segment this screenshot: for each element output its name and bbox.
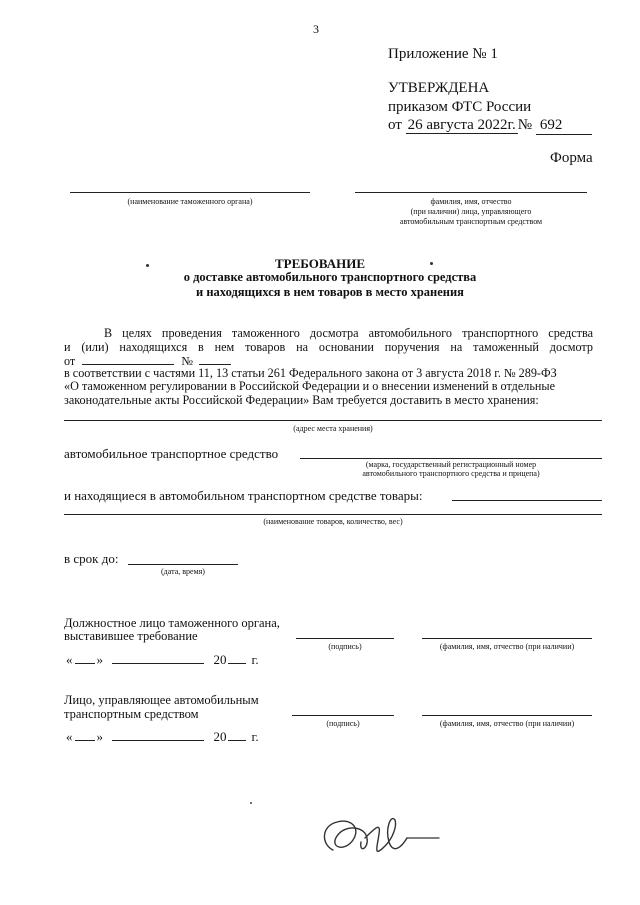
official-date-close-quote: » — [96, 652, 103, 667]
deadline-caption: (дата, время) — [161, 567, 205, 576]
driver-name-line — [355, 192, 587, 193]
vehicle-caption-1: (марка, государственный регистрационный номер — [365, 460, 537, 469]
official-title-1: Должностное лицо таможенного органа, — [64, 616, 280, 630]
official-signature-caption: (подпись) — [328, 642, 362, 651]
goods-line-2 — [64, 514, 602, 515]
official-year-blank — [228, 663, 246, 664]
date-prefix: от — [388, 117, 402, 133]
customs-authority-line — [70, 192, 310, 193]
page-number: 3 — [313, 22, 319, 36]
goods-caption: (наименование товаров, количество, вес) — [263, 517, 403, 526]
driver-caption-3: автомобильным транспортным средством — [399, 217, 543, 226]
storage-address-line — [64, 420, 602, 421]
handwritten-signature — [315, 808, 445, 868]
scan-speck-3 — [250, 802, 252, 804]
driver-year-prefix: 20 — [213, 729, 227, 744]
official-month-blank — [112, 663, 204, 664]
driver-name-signature-line — [422, 715, 592, 716]
inspection-number-blank — [199, 364, 231, 365]
official-year-suffix: г. — [251, 652, 259, 667]
driver-caption-2: (при наличии) лица, управляющего — [410, 207, 532, 216]
body-line-2: и (или) находящихся в нем товаров на основании поручения на таможенный досмотр — [64, 340, 593, 354]
official-day-blank — [75, 663, 95, 664]
body-line-4: в соответствии с частями 11, 13 статьи 261 Федерального закона от 3 августа 2018 г. № 289-ФЗ — [64, 366, 557, 380]
goods-line-1 — [452, 500, 602, 501]
number-prefix: № — [517, 117, 533, 133]
vehicle-caption-2: автомобильного транспортного средства и прицепа) — [362, 469, 540, 478]
document-title: ТРЕБОВАНИЕ — [274, 256, 366, 271]
inspection-number-label: № — [181, 354, 193, 368]
signature-stroke-1 — [324, 821, 367, 850]
body-line-6: законодательные акты Российской Федерации» Вам требуется доставить в место хранения: — [64, 393, 539, 407]
form-label: Форма — [550, 150, 593, 166]
official-name-caption: (фамилия, имя, отчество (при наличии) — [439, 642, 575, 651]
driver-name-caption: (фамилия, имя, отчество (при наличии) — [439, 719, 575, 728]
body-line-1: В целях проведения таможенного досмотра автомобильного транспортного средства — [104, 326, 593, 340]
signature-stroke-2 — [365, 819, 407, 852]
document-subtitle-1: о доставке автомобильного транспортного средства — [183, 270, 477, 284]
official-year-prefix: 20 — [213, 652, 227, 667]
driver-date-row — [66, 730, 259, 744]
order-date-value: 26 августа 2022г. — [407, 117, 516, 133]
driver-date-close-quote: » — [96, 729, 103, 744]
order-date-line — [388, 117, 592, 135]
driver-title-2: транспортным средством — [64, 707, 199, 721]
inspection-date-blank — [82, 364, 174, 365]
driver-date-open-quote: « — [66, 729, 73, 744]
vehicle-line — [300, 458, 602, 459]
driver-day-blank — [75, 740, 95, 741]
approved-label: УТВЕРЖДЕНА — [388, 80, 490, 96]
goods-label: и находящиеся в автомобильном транспортном средстве товары: — [64, 488, 423, 503]
storage-address-caption: (адрес места хранения) — [293, 424, 373, 433]
inspection-from-label: от — [64, 354, 76, 368]
official-name-line — [422, 638, 592, 639]
appendix-label: Приложение № 1 — [388, 46, 498, 62]
customs-authority-caption: (наименование таможенного органа) — [127, 197, 253, 206]
official-title-2: выставившее требование — [64, 629, 198, 643]
vehicle-label: автомобильное транспортное средство — [64, 446, 279, 461]
deadline-line — [128, 564, 238, 565]
order-number-value: 692 — [536, 117, 592, 135]
official-date-open-quote: « — [66, 652, 73, 667]
official-signature-line — [296, 638, 394, 639]
driver-signature-caption: (подпись) — [326, 719, 360, 728]
document-subtitle-2: и находящихся в нем товаров в место хранения — [196, 285, 464, 299]
order-label: приказом ФТС России — [388, 99, 532, 115]
driver-caption-1: фамилия, имя, отчество — [430, 197, 512, 206]
body-line-5: «О таможенном регулировании в Российской Федерации и о внесении изменений в отдельные — [64, 379, 556, 393]
official-date-row — [66, 653, 259, 667]
driver-title-1: Лицо, управляющее автомобильным — [64, 693, 259, 707]
driver-year-blank — [228, 740, 246, 741]
deadline-label: в срок до: — [64, 551, 119, 566]
driver-signature-line — [292, 715, 394, 716]
scan-speck-1 — [146, 264, 149, 267]
scan-speck-2 — [430, 262, 433, 265]
driver-year-suffix: г. — [251, 729, 259, 744]
driver-month-blank — [112, 740, 204, 741]
